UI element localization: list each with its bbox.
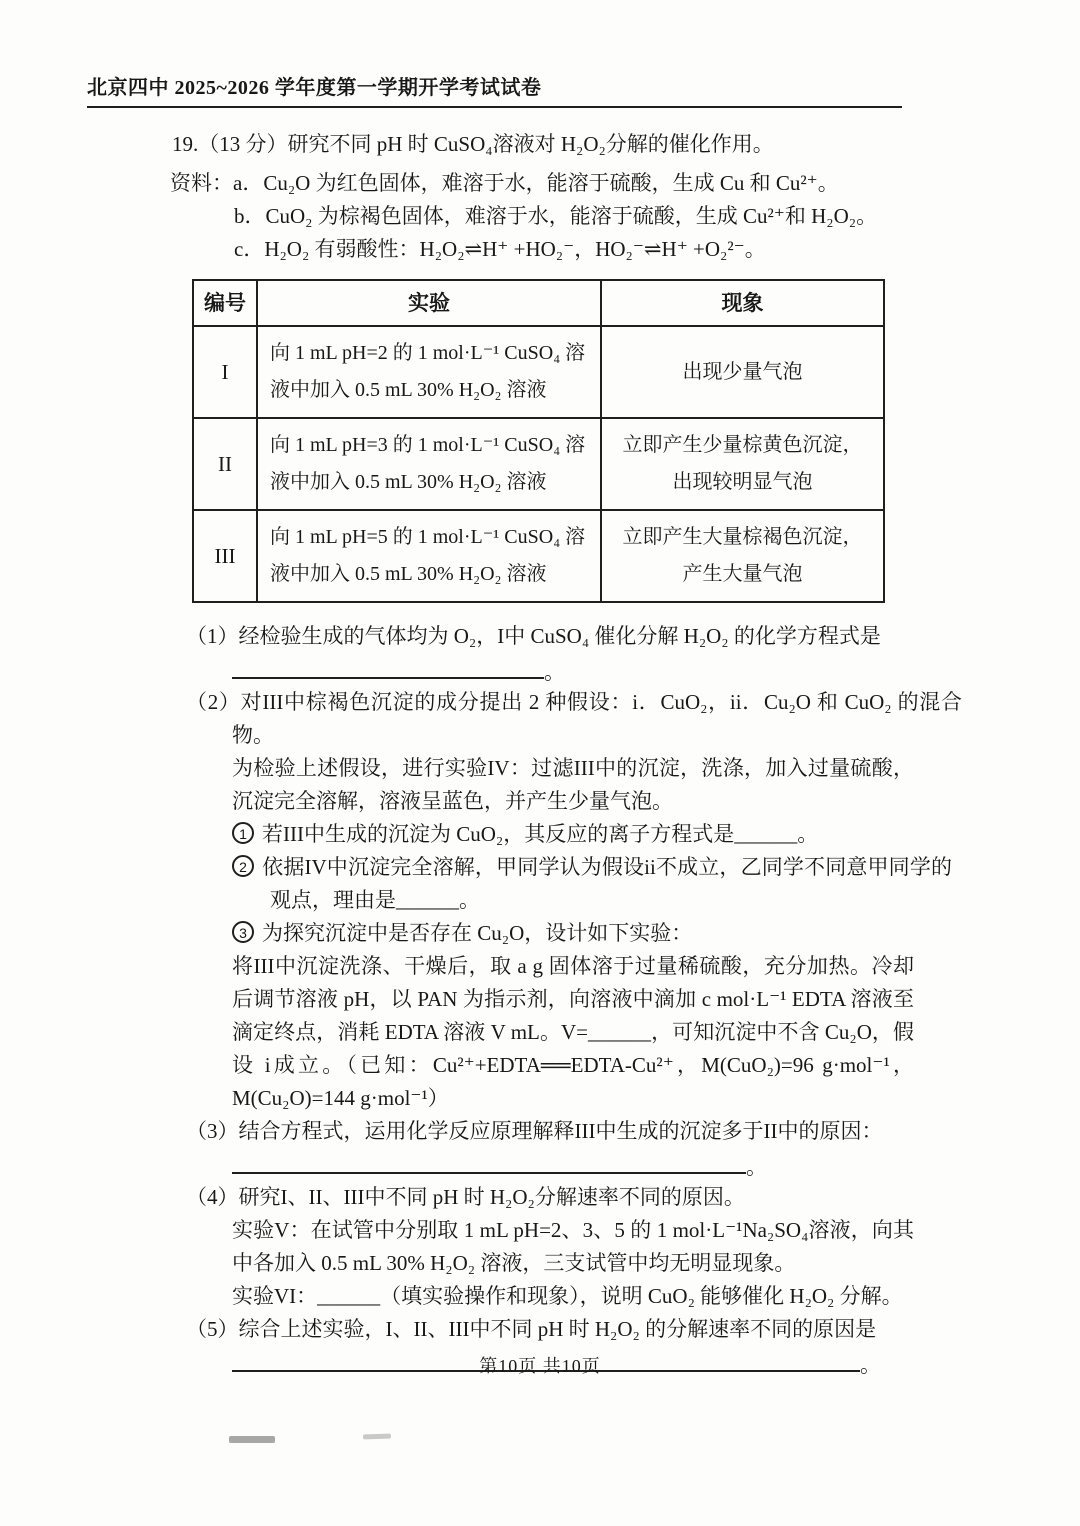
part-2-subitem-1-text: 若III中生成的沉淀为 CuO₂，其反应的离子方程式是______。: [262, 822, 819, 846]
part-5-period: 。: [860, 1353, 881, 1377]
material-line-c: c．H₂O₂ 有弱酸性：H₂O₂⇌H⁺ +HO₂⁻，HO₂⁻⇌H⁺ +O₂²⁻。: [234, 237, 766, 261]
row2-id: II: [193, 418, 257, 510]
circled-3-icon: 3: [232, 921, 254, 943]
row1-phenomenon: [601, 326, 884, 418]
part-4-experiment6-text: 实验VI：______（填实验操作和现象），说明 CuO₂ 能够催化 H₂O₂ 分解。: [232, 1284, 903, 1308]
part-4-text: （4）研究I、II、III中不同 pH 时 H₂O₂分解速率不同的原因。: [186, 1185, 745, 1209]
material-line-b: b．CuO₂ 为棕褐色固体，难溶于水，能溶于硫酸，生成 Cu²⁺和 H₂O₂。: [234, 204, 878, 228]
part-4-experiment5-text: 实验V：在试管中分别取 1 mL pH=2、3、5 的 1 mol·L⁻¹Na₂SO₄溶液，向其中各加入 0.5 mL 30% H₂O₂ 溶液，三支试管中均无明显现象。: [232, 1218, 914, 1275]
row3-experiment: 向 1 mL pH=5 的 1 mol·L⁻¹ CuSO₄ 溶液中加入 0.5 mL 30% H₂O₂ 溶液: [257, 510, 601, 602]
part-3-text: （3）结合方程式，运用化学反应原理解释III中生成的沉淀多于II中的原因：: [186, 1119, 883, 1143]
table-row: [193, 510, 884, 602]
part-2-experiment4-text: 为检验上述假设，进行实验IV：过滤III中的沉淀，洗涤，加入过量硫酸，沉淀完全溶解，溶液呈蓝色，并产生少量气泡。: [232, 756, 914, 813]
part-1-period: 。: [544, 660, 565, 684]
part-2-subitem-2: [232, 851, 952, 917]
table-row: [193, 418, 884, 510]
scan-smudge: [229, 1436, 275, 1443]
part-3-period: 。: [746, 1155, 767, 1179]
row1-experiment: 向 1 mL pH=2 的 1 mol·L⁻¹ CuSO₄ 溶液中加入 0.5 mL 30% H₂O₂ 溶液: [257, 326, 601, 418]
part-1-answer-blank: [232, 653, 544, 679]
part-3-answer-blank: [232, 1148, 746, 1174]
part-2-subitem-1: [232, 818, 952, 851]
question-intro: 19.（13 分）研究不同 pH 时 CuSO₄溶液对 H₂O₂分解的催化作用。: [172, 132, 774, 156]
col-header-phenomenon: 现象: [601, 280, 884, 326]
row3-id: III: [193, 510, 257, 602]
part-3-answer-row: [232, 1148, 1080, 1181]
circled-1-icon: 1: [232, 822, 254, 844]
material-line-a: [170, 167, 930, 200]
materials-label: 资料：: [170, 171, 233, 195]
part-2-subitem-2-text: 依据IV中沉淀完全溶解，甲同学认为假设ii不成立，乙同学不同意甲同学的观点，理由是______。: [262, 855, 952, 912]
material-a-text: a．Cu₂O 为红色固体，难溶于水，能溶于硫酸，生成 Cu 和 Cu²⁺。: [233, 171, 839, 195]
row1-id: I: [193, 326, 257, 418]
row3-phenomenon-line1: 立即产生大量棕褐色沉淀，: [622, 526, 863, 548]
part-2-subitem-3: [232, 917, 952, 950]
materials-block: [170, 167, 930, 266]
page-number: 第10页 共10页: [479, 1356, 601, 1376]
row2-phenomenon: [601, 418, 884, 510]
part-5-text: （5）综合上述实验，I、II、III中不同 pH 时 H₂O₂ 的分解速率不同的原因是: [186, 1317, 877, 1341]
col-header-id: 编号: [193, 280, 257, 326]
table-header-row: [193, 280, 884, 326]
experiment-table: [192, 279, 885, 603]
row2-experiment: 向 1 mL pH=3 的 1 mol·L⁻¹ CuSO₄ 溶液中加入 0.5 mL 30% H₂O₂ 溶液: [257, 418, 601, 510]
row2-phenomenon-line1: 立即产生少量棕黄色沉淀，: [622, 434, 863, 456]
row1-phenomenon-line1: 出现少量气泡: [682, 360, 803, 383]
part-2-subitem-3-detail: 将III中沉淀洗涤、干燥后，取 a g 固体溶于过量稀硫酸，充分加热。冷却后调节溶液 pH，以 PAN 为指示剂，向溶液中滴加 c mol·L⁻¹ EDTA 溶液至滴定终点，消耗 EDTA 溶液 V mL。V=______，可知沉淀中不含 Cu₂O，假设 i成立。（已知：Cu²⁺+EDTA══EDTA-Cu²⁺，M(CuO₂)=96 g·mol⁻¹，M(Cu₂O)=144 g·mol⁻¹）: [232, 954, 914, 1110]
row3-phenomenon: [601, 510, 884, 602]
part-1-answer-row: [232, 653, 1080, 686]
part-2-subitem-3-text: 为探究沉淀中是否存在 Cu₂O，设计如下实验：: [262, 921, 693, 945]
part-1-text: （1）经检验生成的气体均为 O₂，I中 CuSO₄ 催化分解 H₂O₂ 的化学方程式是: [186, 624, 881, 648]
page-header-title: 北京四中 2025~2026 学年度第一学期开学考试试卷: [87, 72, 902, 108]
part-2-text: （2）对III中棕褐色沉淀的成分提出 2 种假设：i．CuO₂，ii．Cu₂O 和 CuO₂ 的混合物。: [186, 690, 962, 747]
row2-phenomenon-line2: 出现较明显气泡: [672, 471, 813, 493]
scan-smudge: [363, 1434, 391, 1440]
circled-2-icon: 2: [232, 855, 254, 877]
row3-phenomenon-line2: 产生大量气泡: [682, 563, 803, 585]
col-header-experiment: 实验: [257, 280, 601, 326]
table-row: [193, 326, 884, 418]
